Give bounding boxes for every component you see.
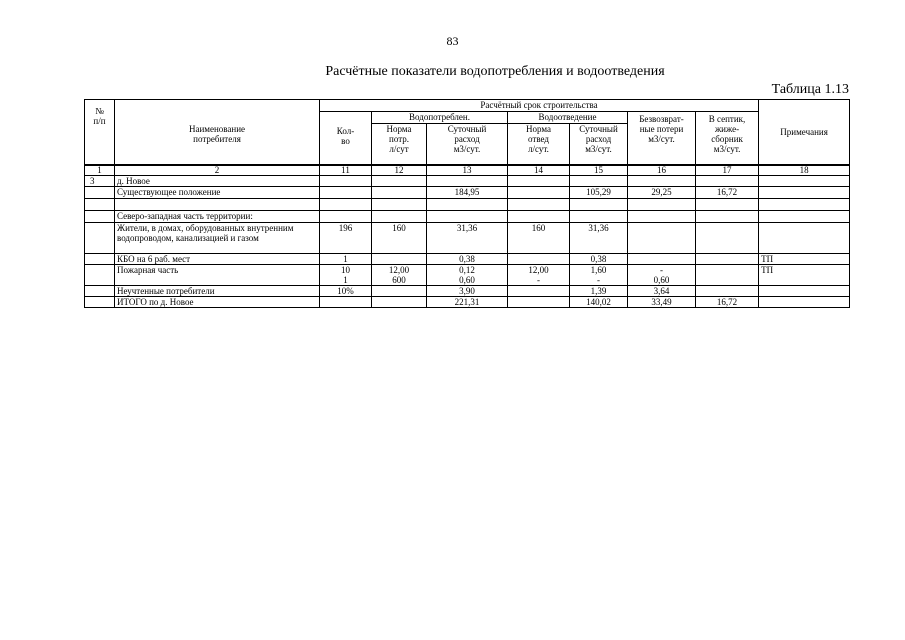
row-count: 10 1	[320, 265, 372, 286]
row-number	[85, 286, 115, 297]
header-drainage: Водоотведение	[508, 112, 628, 124]
header-consumption-daily: Суточный расход м3/сут.	[427, 124, 508, 166]
table-row	[85, 286, 850, 297]
row-notes	[759, 223, 850, 254]
row-number: 3	[85, 176, 115, 187]
row-number	[85, 199, 115, 211]
header-consumption: Водопотреблен.	[372, 112, 508, 124]
row-drainage-norm	[508, 211, 570, 223]
row-consumption-norm	[372, 199, 427, 211]
row-name: ИТОГО по д. Новое	[115, 297, 320, 308]
table-row	[85, 176, 850, 187]
col-number: 17	[696, 165, 759, 176]
header-drainage-daily: Суточный расход м3/сут.	[570, 124, 628, 166]
table-row	[85, 211, 850, 223]
row-consumption-norm	[372, 211, 427, 223]
row-losses	[628, 211, 696, 223]
row-losses: 3,64	[628, 286, 696, 297]
row-name: Неучтенные потребители	[115, 286, 320, 297]
row-drainage-norm: 160	[508, 223, 570, 254]
row-consumption-norm	[372, 286, 427, 297]
row-notes	[759, 297, 850, 308]
row-count: 10%	[320, 286, 372, 297]
header-notes: Примечания	[759, 100, 850, 166]
row-count	[320, 297, 372, 308]
row-consumption-daily	[427, 199, 508, 211]
table-row	[85, 187, 850, 199]
row-name	[115, 199, 320, 211]
table-row	[85, 199, 850, 211]
row-drainage-norm	[508, 176, 570, 187]
row-consumption-daily: 184,95	[427, 187, 508, 199]
table-row	[85, 254, 850, 265]
col-number: 16	[628, 165, 696, 176]
row-consumption-daily: 31,36	[427, 223, 508, 254]
row-number	[85, 223, 115, 254]
header-drainage-norm: Норма отвед л/сут.	[508, 124, 570, 166]
row-consumption-daily: 3,90	[427, 286, 508, 297]
row-notes	[759, 199, 850, 211]
page-number: 83	[446, 34, 459, 48]
row-notes	[759, 286, 850, 297]
row-septic	[696, 176, 759, 187]
row-name: Северо-западная часть территории:	[115, 211, 320, 223]
water-consumption-table	[84, 99, 850, 308]
row-septic	[696, 223, 759, 254]
header-number: № п/п	[85, 100, 115, 166]
row-drainage-daily: 140,02	[570, 297, 628, 308]
row-drainage-daily	[570, 211, 628, 223]
row-septic: 16,72	[696, 297, 759, 308]
col-number: 2	[115, 165, 320, 176]
table-row	[85, 265, 850, 286]
col-number: 1	[85, 165, 115, 176]
row-number	[85, 211, 115, 223]
row-number	[85, 265, 115, 286]
table-row	[85, 223, 850, 254]
row-drainage-norm	[508, 187, 570, 199]
row-septic	[696, 254, 759, 265]
row-consumption-daily	[427, 176, 508, 187]
row-name: Существующее положение	[115, 187, 320, 199]
col-number: 13	[427, 165, 508, 176]
row-drainage-norm: 12,00 -	[508, 265, 570, 286]
row-septic	[696, 265, 759, 286]
row-notes: ТП	[759, 265, 850, 286]
row-number	[85, 187, 115, 199]
row-losses	[628, 176, 696, 187]
col-number: 14	[508, 165, 570, 176]
row-consumption-daily: 221,31	[427, 297, 508, 308]
row-name: КБО на 6 раб. мест	[115, 254, 320, 265]
row-count	[320, 176, 372, 187]
row-drainage-daily: 1,39	[570, 286, 628, 297]
row-consumption-daily	[427, 211, 508, 223]
row-count	[320, 187, 372, 199]
row-consumption-norm: 12,00 600	[372, 265, 427, 286]
row-drainage-daily: 31,36	[570, 223, 628, 254]
row-name: Пожарная часть	[115, 265, 320, 286]
row-drainage-norm	[508, 254, 570, 265]
row-consumption-norm	[372, 187, 427, 199]
row-drainage-daily	[570, 199, 628, 211]
row-septic: 16,72	[696, 187, 759, 199]
row-drainage-daily	[570, 176, 628, 187]
row-number	[85, 297, 115, 308]
col-number: 12	[372, 165, 427, 176]
row-drainage-norm	[508, 199, 570, 211]
row-consumption-daily: 0,38	[427, 254, 508, 265]
row-notes	[759, 211, 850, 223]
row-number	[85, 254, 115, 265]
header-septic: В септик, жиже- сборник м3/сут.	[696, 112, 759, 166]
row-losses	[628, 223, 696, 254]
row-count: 1	[320, 254, 372, 265]
row-notes	[759, 176, 850, 187]
row-count	[320, 199, 372, 211]
header-losses: Безвозврат- ные потери м3/сут.	[628, 112, 696, 166]
row-drainage-daily: 1,60 -	[570, 265, 628, 286]
header-name: Наименование потребителя	[115, 100, 320, 166]
header-consumption-norm: Норма потр. л/сут	[372, 124, 427, 166]
table-label: Таблица 1.13	[771, 82, 849, 97]
row-septic	[696, 286, 759, 297]
header-count: Кол- во	[320, 112, 372, 166]
col-number: 11	[320, 165, 372, 176]
row-notes: ТП	[759, 254, 850, 265]
row-losses: 33,49	[628, 297, 696, 308]
row-consumption-norm	[372, 176, 427, 187]
document-title: Расчётные показатели водопотребления и водоотведения	[325, 64, 665, 79]
row-drainage-norm	[508, 286, 570, 297]
row-consumption-daily: 0,12 0,60	[427, 265, 508, 286]
table-body	[85, 176, 850, 308]
row-losses: - 0,60	[628, 265, 696, 286]
header-period: Расчётный срок строительства	[320, 100, 759, 112]
row-consumption-norm: 160	[372, 223, 427, 254]
col-number: 18	[759, 165, 850, 176]
row-count: 196	[320, 223, 372, 254]
table-row	[85, 297, 850, 308]
row-name: Жители, в домах, оборудованных внутренним водопроводом, канализацией и газом	[115, 223, 320, 254]
col-number: 15	[570, 165, 628, 176]
row-consumption-norm	[372, 297, 427, 308]
row-drainage-norm	[508, 297, 570, 308]
row-count	[320, 211, 372, 223]
row-losses	[628, 254, 696, 265]
row-losses	[628, 199, 696, 211]
row-drainage-daily: 105,29	[570, 187, 628, 199]
row-drainage-daily: 0,38	[570, 254, 628, 265]
row-name: д. Новое	[115, 176, 320, 187]
row-losses: 29,25	[628, 187, 696, 199]
row-septic	[696, 211, 759, 223]
row-septic	[696, 199, 759, 211]
row-consumption-norm	[372, 254, 427, 265]
row-notes	[759, 187, 850, 199]
